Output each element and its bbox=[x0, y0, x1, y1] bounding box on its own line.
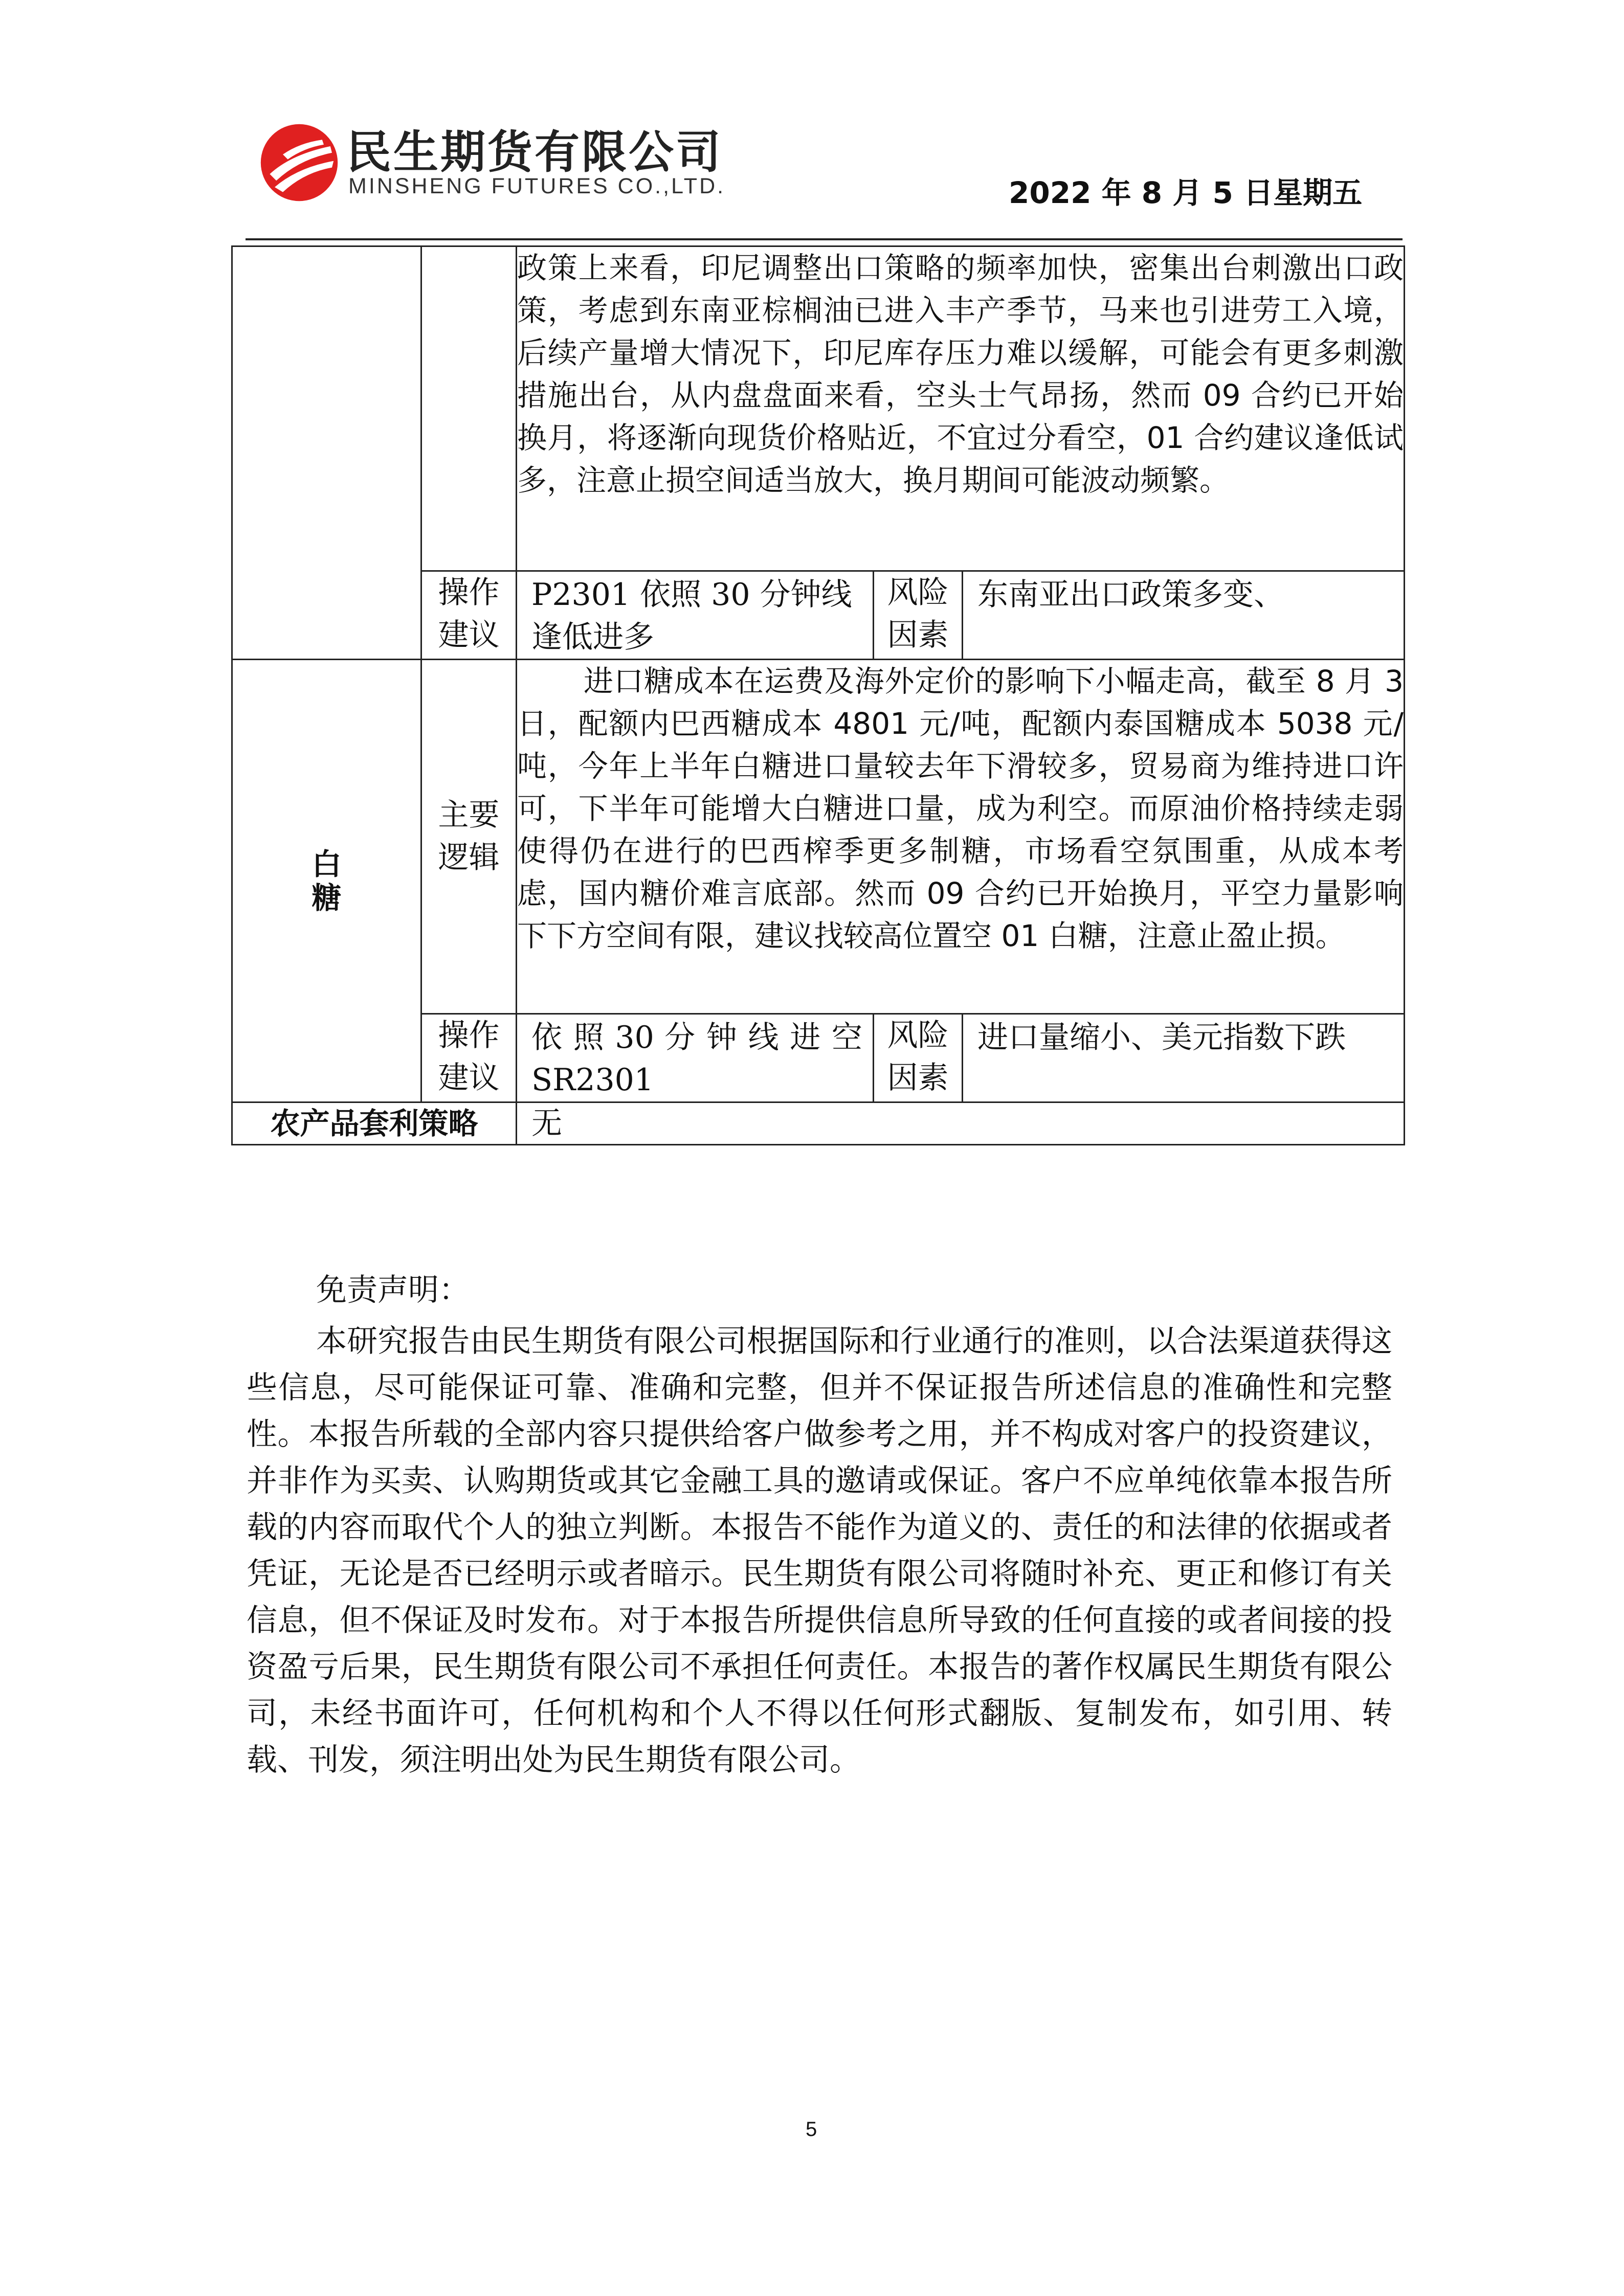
sugar-risk-label bbox=[874, 1014, 963, 1102]
logic-label-line: 主要 bbox=[438, 797, 500, 833]
sugar-op-text: 依 照 30 分 钟 线 进 空 SR2301 bbox=[517, 1014, 874, 1102]
sugar-logic-label bbox=[421, 660, 517, 1014]
palm-op-label bbox=[421, 571, 517, 660]
sugar-name-char: 白 bbox=[312, 846, 342, 882]
company-logo bbox=[258, 117, 749, 214]
arbitrage-label: 农产品套利策略 bbox=[232, 1102, 517, 1145]
sugar-risk-text: 进口量缩小、美元指数下跌 bbox=[963, 1014, 1405, 1102]
disclaimer-body: 本研究报告由民生期货有限公司根据国际和行业通行的准则，以合法渠道获得这些信息，尽可能保证可靠、准确和完整，但并不保证报告所述信息的准确性和完整性。本报告所载的全部内容只提供给客户做参考之用，并不构成对客户的投资建议，并非作为买卖、认购期货或其它金融工具的邀请或保证。客户不应单纯依靠本报告所载的内容而取代个人的独立判断。本报告不能作为道义的、责任的和法律的依据或者凭证，无论是否已经明示或者暗示。民生期货有限公司将随时补充、更正和修订有关信息，但不保证及时发布。对于本报告所提供信息所导致的任何直接的或者间接的投资盈亏后果，民生期货有限公司不承担任何责任。本报告的著作权属民生期货有限公司，未经书面许可，任何机构和个人不得以任何形式翻版、复制发布，如引用、转载、刊发，须注明出处为民生期货有限公司。 bbox=[247, 1323, 1392, 1778]
minsheng-logo-icon bbox=[258, 122, 340, 204]
risk-label-line: 因素 bbox=[887, 1060, 949, 1096]
disclaimer-section bbox=[247, 1267, 1392, 1784]
company-name-cn: 民生期货有限公司 bbox=[346, 126, 723, 178]
arbitrage-value: 无 bbox=[517, 1102, 1405, 1145]
sugar-name-char: 糖 bbox=[312, 880, 342, 915]
risk-label-line: 因素 bbox=[887, 617, 949, 653]
risk-label-line: 风险 bbox=[887, 1018, 949, 1053]
palm-commodity-cell bbox=[232, 246, 421, 660]
sugar-logic-row bbox=[232, 660, 1405, 1014]
palm-risk-label bbox=[874, 571, 963, 660]
op-label-line: 建议 bbox=[438, 617, 500, 653]
palm-logic-row bbox=[232, 246, 1405, 571]
risk-label-line: 风险 bbox=[887, 575, 949, 611]
page-number: 5 bbox=[806, 2118, 817, 2141]
op-label-line: 操作 bbox=[438, 1018, 500, 1053]
company-name-en: MINSHENG FUTURES CO.,LTD. bbox=[348, 174, 726, 198]
strategy-table bbox=[231, 245, 1405, 1145]
sugar-op-label bbox=[421, 1014, 517, 1102]
palm-logic-text: 政策上来看，印尼调整出口策略的频率加快，密集出台刺激出口政策，考虑到东南亚棕榈油已进入丰产季节，马来也引进劳工入境，后续产量增大情况下，印尼库存压力难以缓解，可能会有更多刺激措施出台，从内盘盘面来看，空头士气昂扬，然而 09 合约已开始换月，将逐渐向现货价格贴近，不宜过分看空，01 合约建议逢低试多，注意止损空间适当放大，换月期间可能波动频繁。 bbox=[517, 246, 1405, 571]
disclaimer-title: 免责声明： bbox=[316, 1272, 470, 1308]
palm-op-text: P2301 依照 30 分钟线逢低进多 bbox=[517, 571, 874, 660]
op-label-line: 建议 bbox=[438, 1060, 500, 1096]
logic-label-line: 逻辑 bbox=[438, 840, 500, 875]
sugar-commodity-cell bbox=[232, 660, 421, 1102]
palm-risk-text: 东南亚出口政策多变、 bbox=[963, 571, 1405, 660]
report-date: 2022 年 8 月 5 日星期五 bbox=[1009, 175, 1363, 210]
sugar-logic-text: 进口糖成本在运费及海外定价的影响下小幅走高，截至 8 月 3 日，配额内巴西糖成本 4801 元/吨，配额内泰国糖成本 5038 元/吨，今年上半年白糖进口量较去年下滑较多，贸易商为维持进口许可，下半年可能增大白糖进口量，成为利空。而原油价格持续走弱使得仍在进行的巴西榨季更多制糖，市场看空氛围重，从成本考虑，国内糖价难言底部。然而 09 合约已开始换月，平空力量影响下下方空间有限，建议找较高位置空 01 白糖，注意止盈止损。 bbox=[517, 660, 1405, 1014]
header-divider bbox=[246, 238, 1403, 240]
op-label-line: 操作 bbox=[438, 575, 500, 611]
palm-logic-label-cell bbox=[421, 246, 517, 571]
arbitrage-row bbox=[232, 1102, 1405, 1145]
